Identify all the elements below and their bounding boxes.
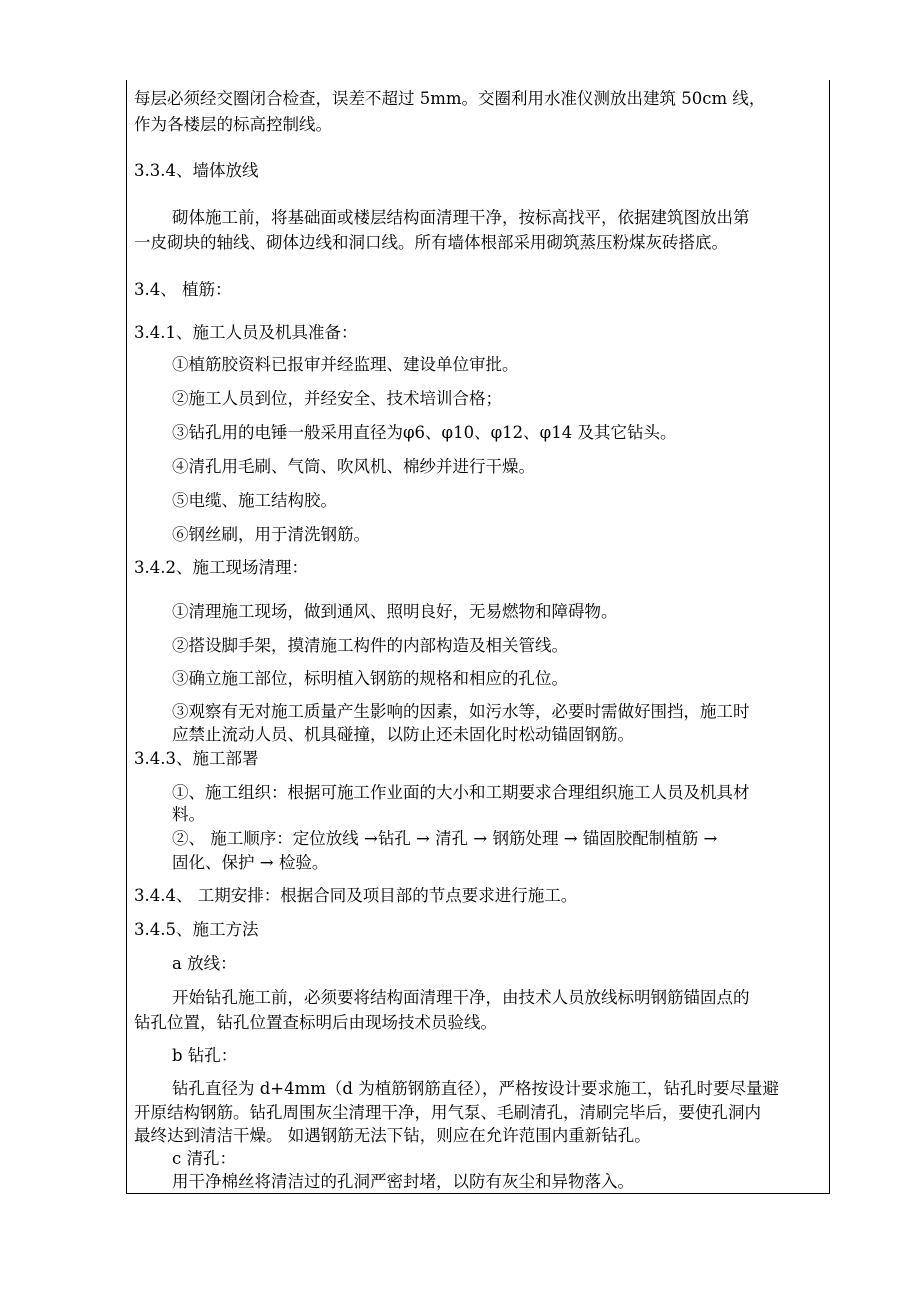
list-item-continuation: 固化、保护 → 检验。: [172, 853, 329, 872]
list-item: ①、施工组织：根据可施工作业面的大小和工期要求合理组织施工人员及机具材: [172, 783, 750, 802]
step-label: b 钻孔：: [172, 1046, 238, 1065]
list-item: ⑤电缆、施工结构胶。: [172, 491, 337, 510]
list-item: ②搭设脚手架，摸清施工构件的内部构造及相关管线。: [172, 636, 568, 655]
subsection-heading: 3.4.5、施工方法: [134, 920, 259, 939]
text-line: 每层必须经交圈闭合检查，误差不超过 5mm。交圈利用水准仪测放出建筑 50cm 线，: [134, 89, 766, 108]
list-item: ③钻孔用的电锤一般采用直径为φ6、φ10、φ12、φ14 及其它钻头。: [172, 423, 677, 442]
list-item: ③确立施工部位，标明植入钢筋的规格和相应的孔位。: [172, 669, 568, 688]
list-item-continuation: 料。: [172, 805, 205, 824]
list-item: ①清理施工现场，做到通风、照明良好，无易燃物和障碍物。: [172, 602, 618, 621]
subsection-heading: 3.4.1、施工人员及机具准备：: [134, 323, 358, 342]
list-item: ④清孔用毛刷、气筒、吹风机、棉纱并进行干燥。: [172, 457, 535, 476]
list-item-continuation: 应禁止流动人员、机具碰撞，以防止还未固化时松动锚固钢筋。: [172, 725, 634, 744]
paragraph-line: 开始钻孔施工前，必须要将结构面清理干净，由技术人员放线标明钢筋锚固点的: [172, 988, 750, 1007]
text-line: 最终达到清洁干燥。 如遇钢筋无法下钻，则应在允许范围内重新钻孔。: [134, 1126, 651, 1145]
list-item: ①植筋胶资料已报审并经监理、建设单位审批。: [172, 355, 519, 374]
text-line: 一皮砌块的轴线、砌体边线和洞口线。所有墙体根部采用砌筑蒸压粉煤灰砖搭底。: [134, 233, 728, 252]
list-item: ③观察有无对施工质量产生影响的因素，如污水等，必要时需做好围挡，施工时: [172, 702, 750, 721]
subsection-heading: 3.4.3、施工部署: [134, 749, 259, 768]
section-heading: 3.4、 植筋：: [134, 280, 232, 299]
text-line: 作为各楼层的标高控制线。: [134, 115, 332, 134]
text-line: 开原结构钢筋。钻孔周围灰尘清理干净，用气泵、毛刷清孔，清刷完毕后，要使孔洞内: [134, 1103, 761, 1122]
list-item: ②施工人员到位，并经安全、技术培训合格；: [172, 389, 502, 408]
list-item: ②、 施工顺序：定位放线 →钻孔 → 清孔 → 钢筋处理 → 锚固胶配制植筋 →: [172, 829, 718, 848]
step-label: a 放线：: [172, 954, 237, 973]
text-line: 钻孔位置，钻孔位置查标明后由现场技术员验线。: [134, 1013, 497, 1032]
step-label: c 清孔：: [172, 1149, 236, 1168]
section-heading: 3.3.4、墙体放线: [134, 161, 259, 180]
subsection-heading: 3.4.2、施工现场清理：: [134, 558, 308, 577]
paragraph-line: 用干净棉丝将清洁过的孔洞严密封堵，以防有灰尘和异物落入。: [172, 1172, 634, 1191]
subsection-heading: 3.4.4、 工期安排：根据合同及项目部的节点要求进行施工。: [134, 886, 578, 905]
paragraph-line: 砌体施工前，将基础面或楼层结构面清理干净，按标高找平，依据建筑图放出第: [172, 208, 750, 227]
list-item: ⑥钢丝刷，用于清洗钢筋。: [172, 525, 370, 544]
paragraph-line: 钻孔直径为 d+4mm（d 为植筋钢筋直径），严格按设计要求施工，钻孔时要尽量避: [172, 1079, 779, 1098]
